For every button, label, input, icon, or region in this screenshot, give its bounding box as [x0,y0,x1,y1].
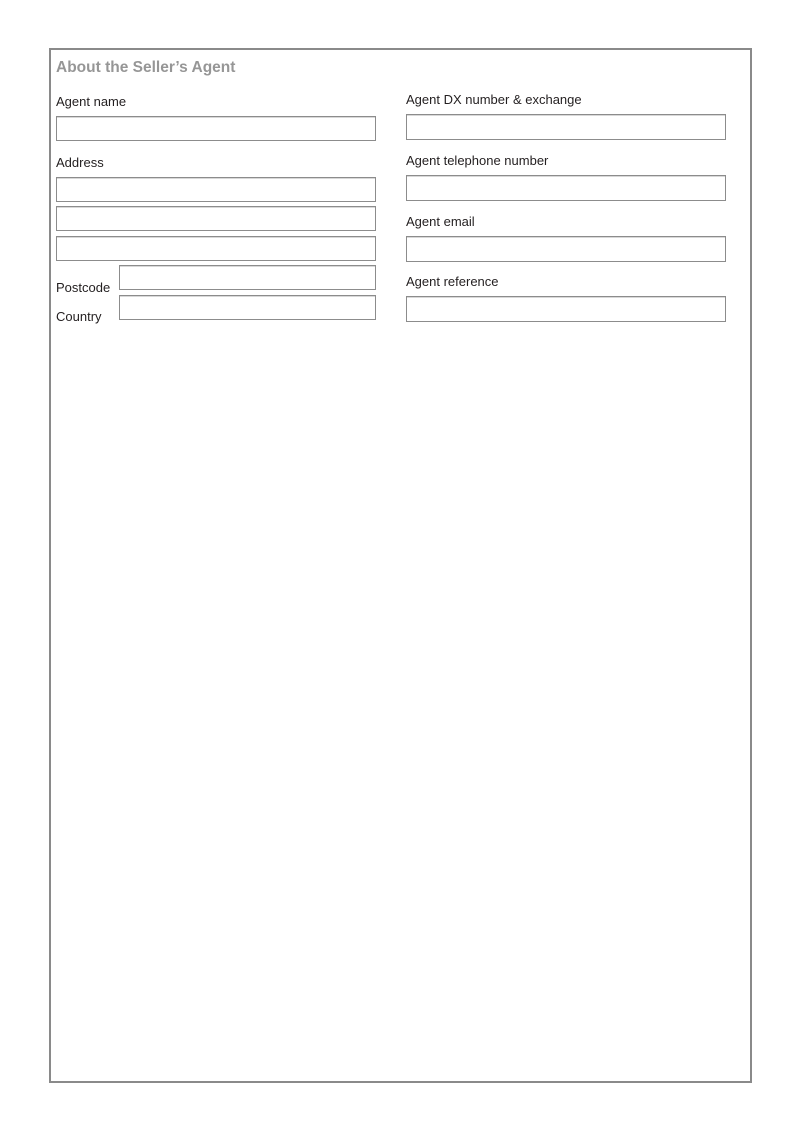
country-label: Country [56,309,102,324]
address-label: Address [56,155,104,170]
reference-label: Agent reference [406,274,499,289]
email-label: Agent email [406,214,475,229]
telephone-field[interactable] [406,175,726,201]
email-field[interactable] [406,236,726,262]
form-section-frame [49,48,752,1083]
address-line-1-field[interactable] [56,177,376,202]
agent-name-field[interactable] [56,116,376,141]
address-line-3-field[interactable] [56,236,376,261]
reference-field[interactable] [406,296,726,322]
dx-number-field[interactable] [406,114,726,140]
dx-number-label: Agent DX number & exchange [406,92,582,107]
agent-name-label: Agent name [56,94,127,109]
address-line-2-field[interactable] [56,206,376,231]
section-title: About the Seller’s Agent [56,59,236,76]
telephone-label: Agent telephone number [406,153,549,168]
postcode-field[interactable] [119,265,376,290]
country-field[interactable] [119,295,376,320]
postcode-label: Postcode [56,280,111,295]
